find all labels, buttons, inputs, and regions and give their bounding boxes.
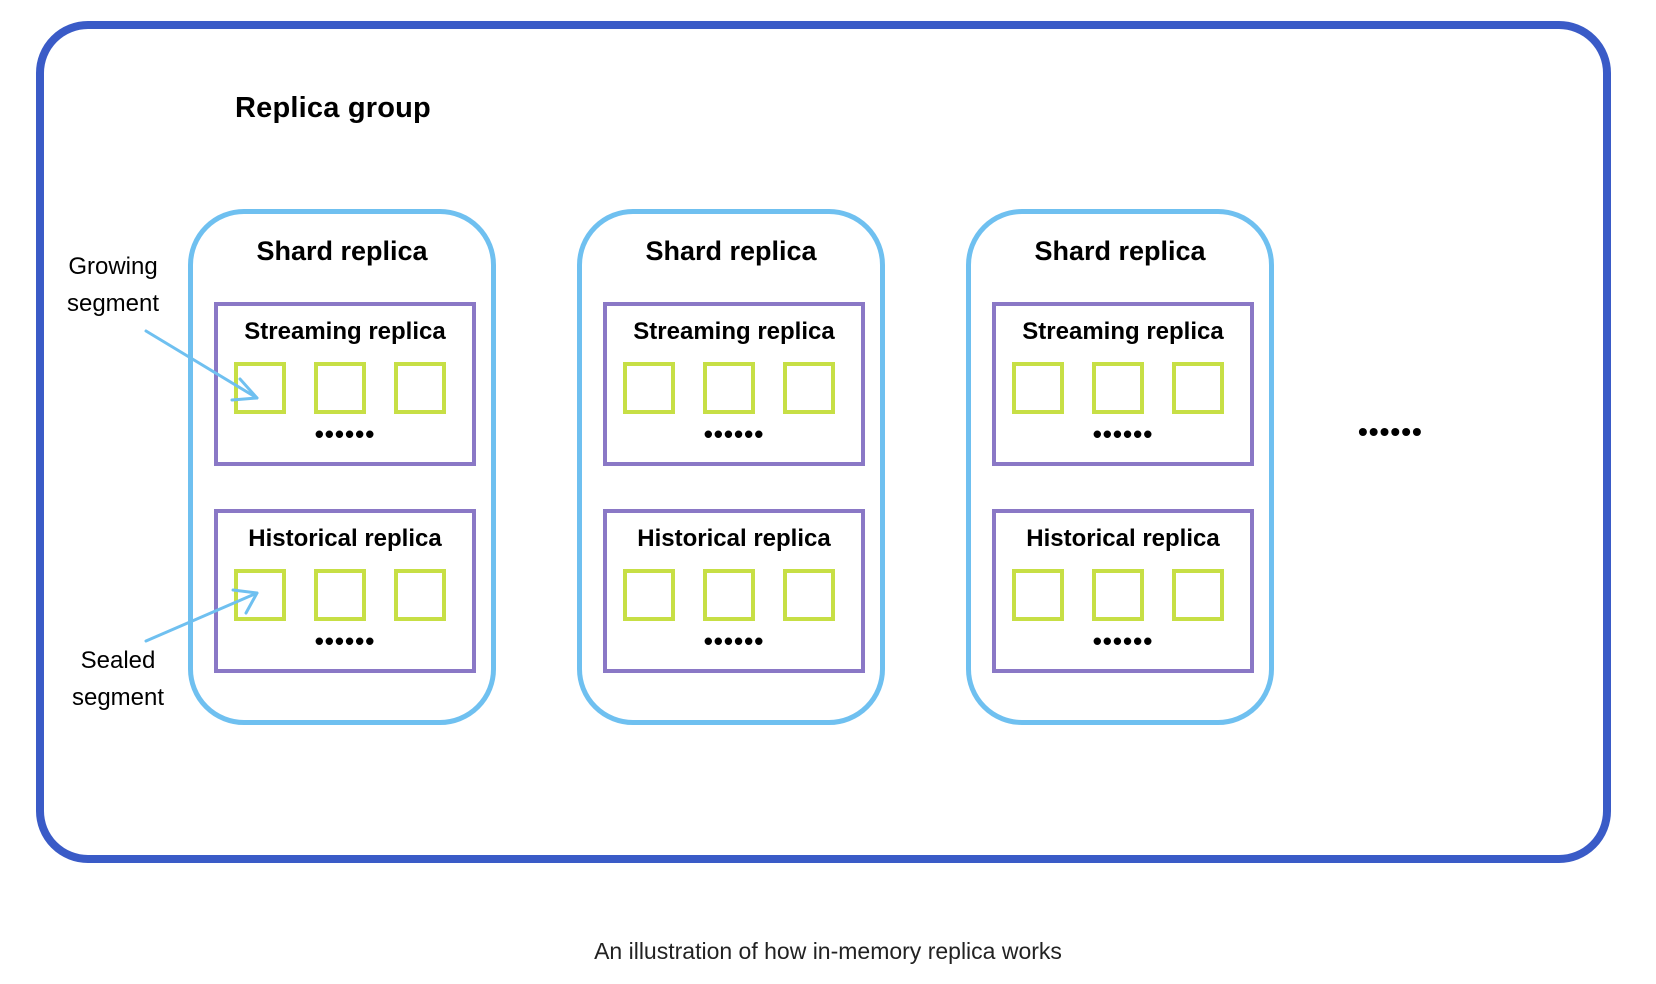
growing-segment [314, 362, 366, 414]
sealed-segment [1012, 569, 1064, 621]
growing-label-line2: segment [66, 290, 160, 317]
historical-replica [603, 509, 865, 673]
more-segments-ellipsis: •••••• [703, 419, 765, 449]
growing-segment [783, 362, 835, 414]
replica-group-title: Replica group [235, 92, 431, 124]
sealed-label-line1: Sealed [80, 647, 156, 674]
shard-replica-title: Shard replica [256, 236, 428, 266]
more-segments-ellipsis: •••••• [314, 626, 376, 656]
sealed-segment [234, 569, 286, 621]
more-segments-ellipsis: •••••• [314, 419, 376, 449]
streaming-replica [214, 302, 476, 466]
sealed-segment [703, 569, 755, 621]
streaming-replica [992, 302, 1254, 466]
sealed-segment [394, 569, 446, 621]
sealed-segment [1092, 569, 1144, 621]
growing-segment [394, 362, 446, 414]
growing-segment-label [38, 248, 188, 322]
growing-segment [1172, 362, 1224, 414]
shard-replica-1 [188, 209, 496, 725]
historical-replica-title: Historical replica [1026, 525, 1220, 552]
historical-replica-title: Historical replica [637, 525, 831, 552]
sealed-segment-label [43, 642, 193, 716]
growing-segment [1092, 362, 1144, 414]
streaming-replica-title: Streaming replica [244, 318, 446, 345]
shard-replica-2 [577, 209, 885, 725]
streaming-replica-title: Streaming replica [633, 318, 835, 345]
sealed-label-line2: segment [71, 684, 165, 711]
streaming-replica-title: Streaming replica [1022, 318, 1224, 345]
growing-segment [1012, 362, 1064, 414]
more-shards-ellipsis: •••••• [1358, 416, 1423, 447]
more-segments-ellipsis: •••••• [1092, 419, 1154, 449]
more-segments-ellipsis: •••••• [1092, 626, 1154, 656]
sealed-segment [1172, 569, 1224, 621]
historical-replica [214, 509, 476, 673]
shard-replica-title: Shard replica [1034, 236, 1206, 266]
more-segments-ellipsis: •••••• [703, 626, 765, 656]
shard-replica-title: Shard replica [645, 236, 817, 266]
growing-label-line1: Growing [68, 253, 158, 280]
growing-segment [703, 362, 755, 414]
streaming-replica [603, 302, 865, 466]
shard-replica-3 [966, 209, 1274, 725]
growing-segment [234, 362, 286, 414]
figure-caption: An illustration of how in-memory replica works [594, 938, 1062, 964]
historical-replica [992, 509, 1254, 673]
sealed-segment [783, 569, 835, 621]
growing-segment [623, 362, 675, 414]
historical-replica-title: Historical replica [248, 525, 442, 552]
sealed-segment [314, 569, 366, 621]
sealed-segment [623, 569, 675, 621]
